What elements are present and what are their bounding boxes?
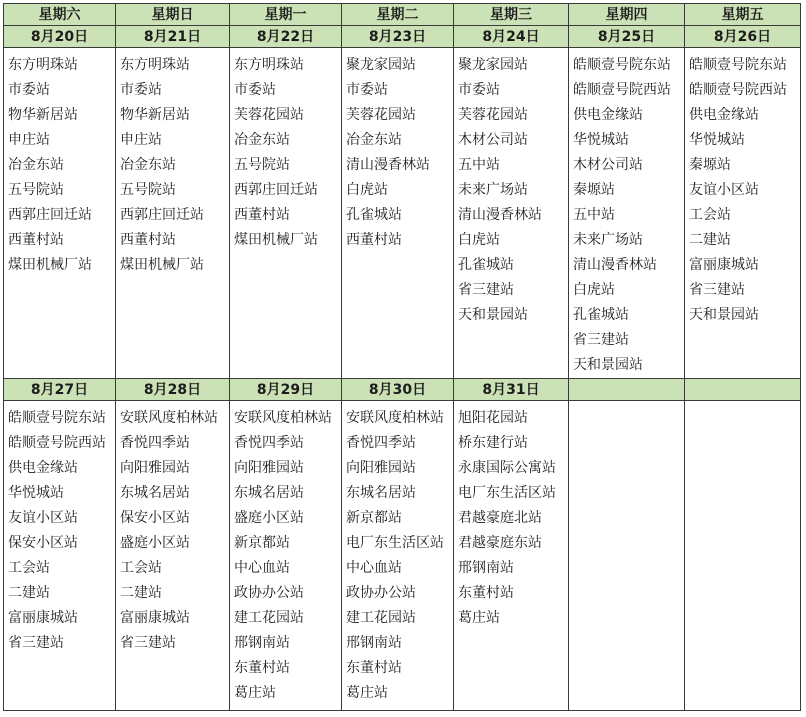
station-item: 市委站 (234, 82, 276, 98)
station-cell (230, 401, 342, 711)
week2-date-row (4, 379, 801, 401)
station-item: 白虎站 (458, 232, 500, 248)
station-item: 华悦城站 (8, 485, 64, 501)
station-list (4, 48, 115, 278)
station-item: 申庄站 (120, 132, 162, 148)
date-cell: 8月25日 (569, 26, 685, 48)
station-item: 孔雀城站 (458, 257, 514, 273)
date-cell: 8月21日 (116, 26, 230, 48)
station-item: 供电金缘站 (8, 460, 78, 476)
station-list (342, 48, 453, 253)
station-item: 东董村站 (346, 660, 402, 676)
date-cell: 8月26日 (685, 26, 801, 48)
station-cell (116, 401, 230, 711)
station-list (454, 401, 568, 631)
station-item: 向阳雅园站 (346, 460, 416, 476)
station-item: 东城名居站 (346, 485, 416, 501)
station-item: 市委站 (8, 82, 50, 98)
station-item: 二建站 (120, 585, 162, 601)
station-item: 五中站 (458, 157, 500, 173)
station-item: 永康国际公寓站 (458, 460, 556, 476)
station-item: 政协办公站 (346, 585, 416, 601)
station-item: 清山漫香林站 (573, 257, 657, 273)
date-cell: 8月28日 (116, 379, 230, 401)
station-item: 东董村站 (234, 660, 290, 676)
station-item: 安联风度柏林站 (234, 410, 332, 426)
station-item: 西郭庄回迁站 (120, 207, 204, 223)
station-item: 新京都站 (346, 510, 402, 526)
station-item: 冶金东站 (120, 157, 176, 173)
station-item: 富丽康城站 (8, 610, 78, 626)
station-item: 向阳雅园站 (234, 460, 304, 476)
station-item: 市委站 (346, 82, 388, 98)
date-cell (685, 379, 801, 401)
weekday-header: 星期六 (4, 4, 116, 26)
station-cell (4, 48, 116, 379)
station-cell (454, 401, 569, 711)
station-item: 东方明珠站 (120, 57, 190, 73)
station-item: 省三建站 (458, 282, 514, 298)
station-item: 盛庭小区站 (234, 510, 304, 526)
station-item: 未来广场站 (573, 232, 643, 248)
station-item: 天和景园站 (689, 307, 759, 323)
station-list (116, 48, 229, 278)
date-cell: 8月31日 (454, 379, 569, 401)
station-item: 孔雀城站 (346, 207, 402, 223)
station-item: 煤田机械厂站 (234, 232, 318, 248)
date-cell: 8月24日 (454, 26, 569, 48)
station-item: 安联风度柏林站 (120, 410, 218, 426)
station-item: 保安小区站 (8, 535, 78, 551)
date-cell: 8月23日 (342, 26, 454, 48)
station-item: 香悦四季站 (120, 435, 190, 451)
station-item: 煤田机械厂站 (120, 257, 204, 273)
weekday-header: 星期五 (685, 4, 801, 26)
station-list (685, 401, 800, 406)
station-item: 五号院站 (120, 182, 176, 198)
station-item: 市委站 (458, 82, 500, 98)
station-item: 西董村站 (120, 232, 176, 248)
station-list (230, 48, 341, 253)
station-item: 电厂东生活区站 (346, 535, 444, 551)
station-item: 西郭庄回迁站 (8, 207, 92, 223)
station-cell (685, 401, 801, 711)
station-item: 孔雀城站 (573, 307, 629, 323)
station-item: 聚龙家园站 (458, 57, 528, 73)
station-item: 二建站 (8, 585, 50, 601)
station-item: 五号院站 (234, 157, 290, 173)
station-item: 供电金缘站 (573, 107, 643, 123)
station-item: 富丽康城站 (689, 257, 759, 273)
weekday-header: 星期三 (454, 4, 569, 26)
station-item: 香悦四季站 (346, 435, 416, 451)
station-item: 冶金东站 (8, 157, 64, 173)
station-item: 省三建站 (689, 282, 745, 298)
station-item: 桥东建行站 (458, 435, 528, 451)
station-list (230, 401, 341, 706)
station-item: 二建站 (689, 232, 731, 248)
station-item: 东城名居站 (234, 485, 304, 501)
station-item: 省三建站 (8, 635, 64, 651)
station-item: 君越豪庭北站 (458, 510, 542, 526)
station-item: 华悦城站 (689, 132, 745, 148)
station-item: 君越豪庭东站 (458, 535, 542, 551)
station-item: 冶金东站 (346, 132, 402, 148)
station-item: 葛庄站 (234, 685, 276, 701)
station-item: 未来广场站 (458, 182, 528, 198)
station-item: 天和景园站 (458, 307, 528, 323)
weekday-header: 星期一 (230, 4, 342, 26)
station-item: 工会站 (120, 560, 162, 576)
station-item: 煤田机械厂站 (8, 257, 92, 273)
station-item: 秦塬站 (689, 157, 731, 173)
station-item: 中心血站 (346, 560, 402, 576)
station-item: 芙蓉花园站 (346, 107, 416, 123)
station-item: 东方明珠站 (234, 57, 304, 73)
station-item: 邢钢南站 (346, 635, 402, 651)
station-item: 邢钢南站 (458, 560, 514, 576)
station-item: 冶金东站 (234, 132, 290, 148)
station-item: 木材公司站 (573, 157, 643, 173)
station-list (569, 401, 684, 406)
station-item: 东董村站 (458, 585, 514, 601)
station-list (342, 401, 453, 706)
station-item: 皓顺壹号院西站 (573, 82, 671, 98)
station-item: 向阳雅园站 (120, 460, 190, 476)
station-item: 皓顺壹号院东站 (689, 57, 787, 73)
station-item: 葛庄站 (346, 685, 388, 701)
station-item: 中心血站 (234, 560, 290, 576)
date-cell: 8月22日 (230, 26, 342, 48)
station-item: 东方明珠站 (8, 57, 78, 73)
station-list (569, 48, 684, 378)
station-item: 西董村站 (8, 232, 64, 248)
station-item: 盛庭小区站 (120, 535, 190, 551)
station-item: 友谊小区站 (8, 510, 78, 526)
station-cell (569, 48, 685, 379)
station-list (454, 48, 568, 328)
station-item: 西董村站 (234, 207, 290, 223)
station-item: 新京都站 (234, 535, 290, 551)
station-item: 芙蓉花园站 (458, 107, 528, 123)
station-item: 皓顺壹号院西站 (689, 82, 787, 98)
station-item: 五号院站 (8, 182, 64, 198)
station-cell (116, 48, 230, 379)
station-cell (4, 401, 116, 711)
station-item: 五中站 (573, 207, 615, 223)
date-cell: 8月27日 (4, 379, 116, 401)
station-cell (685, 48, 801, 379)
date-cell (569, 379, 685, 401)
station-item: 申庄站 (8, 132, 50, 148)
station-item: 物华新居站 (8, 107, 78, 123)
station-item: 聚龙家园站 (346, 57, 416, 73)
station-list (685, 48, 800, 328)
date-cell: 8月30日 (342, 379, 454, 401)
weekday-header: 星期四 (569, 4, 685, 26)
station-item: 旭阳花园站 (458, 410, 528, 426)
station-item: 友谊小区站 (689, 182, 759, 198)
station-item: 物华新居站 (120, 107, 190, 123)
week1-date-row (4, 26, 801, 48)
station-item: 木材公司站 (458, 132, 528, 148)
station-item: 电厂东生活区站 (458, 485, 556, 501)
station-item: 省三建站 (573, 332, 629, 348)
station-cell (230, 48, 342, 379)
station-item: 皓顺壹号院东站 (573, 57, 671, 73)
station-item: 清山漫香林站 (458, 207, 542, 223)
station-item: 建工花园站 (346, 610, 416, 626)
station-item: 香悦四季站 (234, 435, 304, 451)
date-cell: 8月29日 (230, 379, 342, 401)
station-item: 芙蓉花园站 (234, 107, 304, 123)
station-item: 保安小区站 (120, 510, 190, 526)
station-item: 白虎站 (346, 182, 388, 198)
station-item: 葛庄站 (458, 610, 500, 626)
station-item: 西董村站 (346, 232, 402, 248)
station-item: 工会站 (8, 560, 50, 576)
schedule-table (3, 3, 801, 711)
station-item: 天和景园站 (573, 357, 643, 373)
week1-stations-row (4, 48, 801, 379)
station-cell (342, 401, 454, 711)
weekday-header: 星期二 (342, 4, 454, 26)
station-item: 皓顺壹号院西站 (8, 435, 106, 451)
station-list (116, 401, 229, 656)
station-item: 建工花园站 (234, 610, 304, 626)
date-cell: 8月20日 (4, 26, 116, 48)
station-item: 东城名居站 (120, 485, 190, 501)
week2-stations-row (4, 401, 801, 711)
station-item: 华悦城站 (573, 132, 629, 148)
station-cell (569, 401, 685, 711)
station-item: 清山漫香林站 (346, 157, 430, 173)
station-item: 政协办公站 (234, 585, 304, 601)
station-item: 邢钢南站 (234, 635, 290, 651)
station-item: 供电金缘站 (689, 107, 759, 123)
station-list (4, 401, 115, 656)
station-cell (454, 48, 569, 379)
station-item: 安联风度柏林站 (346, 410, 444, 426)
weekday-header: 星期日 (116, 4, 230, 26)
station-item: 富丽康城站 (120, 610, 190, 626)
station-item: 白虎站 (573, 282, 615, 298)
station-item: 工会站 (689, 207, 731, 223)
weekday-header-row (4, 4, 801, 26)
station-cell (342, 48, 454, 379)
station-item: 秦塬站 (573, 182, 615, 198)
station-item: 西郭庄回迁站 (234, 182, 318, 198)
station-item: 皓顺壹号院东站 (8, 410, 106, 426)
station-item: 市委站 (120, 82, 162, 98)
station-item: 省三建站 (120, 635, 176, 651)
